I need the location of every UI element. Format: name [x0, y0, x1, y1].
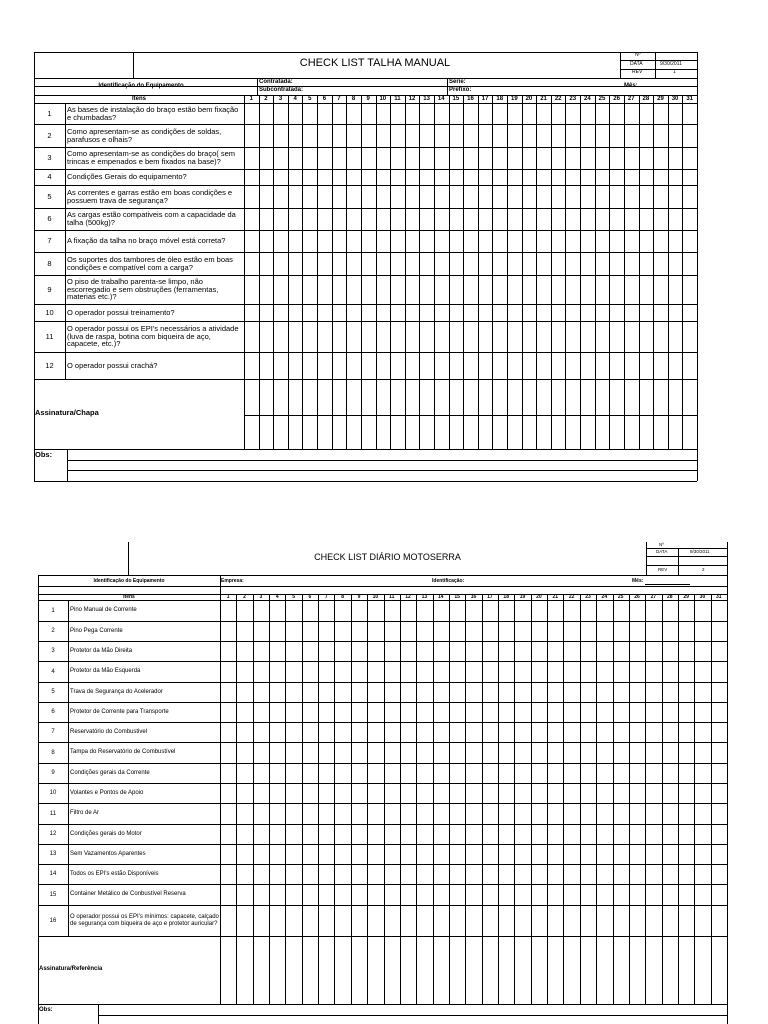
form1-item-text: Condições Gerais do equipamento?	[67, 172, 187, 182]
form2-day-column	[236, 594, 237, 1004]
form2-number-divider	[68, 600, 69, 936]
form1-obs-divider	[67, 449, 68, 481]
form2-day-column	[498, 594, 499, 1004]
form2-day-column	[596, 594, 597, 1004]
form2-meta-divider	[678, 548, 679, 575]
form1-day-number: 16	[467, 96, 474, 102]
form2-day-column	[678, 594, 679, 1004]
form2-item-text: Tampa do Reservatório de Combustível	[70, 749, 176, 756]
form1-item-text: As cargas estão compativeis com a capacidade da talha (500kg)?	[67, 210, 236, 227]
form1-item-number: 5	[47, 191, 52, 201]
item-cell	[67, 185, 243, 208]
form2-item-text: Protetor da Mão Direita	[70, 647, 133, 654]
grid-line	[257, 86, 620, 87]
form2-empresa-label: Empresa:	[221, 578, 244, 584]
form1-signature-label: Assinatura/Chapa	[35, 408, 99, 417]
form2-day-number: 21	[552, 594, 559, 600]
form2-day-number: 9	[357, 594, 361, 600]
form2-item-text: Sem Vazamentos Aparentes	[70, 850, 146, 857]
item-cell	[70, 763, 219, 783]
form2-day-number: 8	[341, 594, 345, 600]
form2-item-text: Condições gerais do Motor	[70, 830, 142, 837]
form2-day-number: 14	[438, 594, 444, 600]
form2-item-number: 3	[51, 648, 55, 654]
form1-logo-divider	[133, 52, 134, 78]
form2-day-column	[400, 594, 401, 1004]
form1-day-column	[346, 95, 347, 449]
form2-day-number: 15	[454, 594, 460, 600]
form2-item-text: Protetor da Mão Esquerda	[70, 668, 141, 675]
form2-row-line	[38, 936, 727, 937]
form1-item-number: 9	[47, 284, 52, 294]
form1-day-number: 30	[671, 96, 679, 102]
form2-item-number: 4	[51, 668, 55, 675]
form2-day-column	[367, 594, 368, 1004]
form1-day-column	[580, 95, 581, 449]
form2-day-column	[629, 594, 630, 1004]
form1-subcontratada-label: Subcontratada:	[259, 87, 304, 93]
form2-item-text: Protetor de Corrente para Transporte	[70, 708, 169, 715]
item-cell	[67, 124, 243, 147]
form2-item-number: 7	[51, 729, 55, 735]
form1-day-column	[478, 95, 479, 449]
form1-day-number: 6	[322, 96, 327, 102]
form2-day-column	[302, 594, 303, 1004]
form2-day-number: 30	[699, 594, 706, 600]
form2-day-column	[694, 594, 695, 1004]
form2-day-column	[563, 594, 564, 1004]
form1-day-column	[463, 95, 464, 449]
grid-line	[646, 556, 727, 557]
form2-day-column	[416, 594, 417, 1004]
form2-day-number: 29	[683, 594, 689, 600]
form1-day-number: 15	[452, 96, 460, 102]
item-cell	[67, 321, 243, 352]
form1-meta-divider	[655, 52, 656, 78]
form2-day-column	[253, 594, 254, 1004]
form1-day-column	[624, 95, 625, 449]
form2-obs-label: Obs:	[39, 1007, 53, 1013]
form2-day-column	[645, 594, 646, 1004]
form1-day-number: 7	[337, 96, 341, 102]
form2-day-column	[514, 594, 515, 1004]
form2-day-column	[711, 594, 712, 1004]
form1-header-bottom	[34, 78, 697, 79]
form2-day-number: 18	[503, 594, 509, 600]
form1-no-label: Nº	[635, 52, 641, 58]
form1-day-number: 4	[293, 96, 297, 102]
form1-day-column	[317, 95, 318, 449]
item-cell	[67, 103, 243, 124]
form1-item-text: As correntes e garras estão em boas condições e possuem trava de segurança?	[67, 187, 233, 205]
form1-item-number: 8	[47, 258, 52, 268]
form1-item-text: A fixação da talha no braço móvel está correta?	[67, 236, 226, 246]
form2-day-number: 25	[617, 594, 624, 600]
form2-mes-label: Mês:	[632, 578, 644, 584]
form1-item-number: 1	[47, 108, 52, 118]
form1-day-column	[639, 95, 640, 449]
form1-day-number: 17	[481, 96, 489, 102]
item-cell	[70, 884, 219, 905]
form1-row-line	[34, 379, 697, 380]
form2-day-number: 11	[389, 594, 395, 600]
form1-equip-label: Identificação do Equipamento	[98, 83, 184, 89]
form1-day-column	[390, 95, 391, 449]
form1-day-number: 18	[496, 96, 504, 102]
form2-day-number: 7	[324, 594, 328, 600]
form1-day-column	[697, 95, 698, 449]
form2-rev-label: REV	[658, 567, 668, 572]
form1-day-number: 20	[525, 96, 533, 102]
item-cell	[70, 905, 219, 936]
form2-row-line	[38, 586, 727, 587]
form2-item-number: 12	[49, 831, 57, 837]
form1-day-number: 27	[627, 96, 635, 102]
form1-day-column	[332, 95, 333, 449]
form2-item-number: 1	[51, 607, 55, 614]
form1-data-label: DATA	[630, 61, 643, 67]
item-cell	[70, 742, 219, 763]
form1-day-number: 8	[351, 96, 356, 102]
form1-day-number: 24	[584, 96, 591, 102]
form1-prefixo-label: Prefixo:	[449, 87, 472, 93]
form2-day-number: 6	[308, 594, 312, 600]
form2-meta-divider	[646, 542, 647, 575]
form2-day-number: 13	[421, 594, 428, 600]
form1-day-number: 31	[686, 96, 694, 102]
form2-day-column	[482, 594, 483, 1004]
item-cell	[70, 864, 219, 884]
form1-item-text: O operador possui crachá?	[67, 360, 158, 370]
form1-day-column	[361, 95, 362, 449]
item-cell	[70, 641, 219, 661]
form2-equip-label: Identificação do Equipamento	[93, 578, 165, 584]
form1-row-line	[34, 449, 697, 450]
form1-day-column	[536, 95, 537, 449]
form2-item-number: 10	[49, 790, 57, 796]
form1-day-number: 22	[554, 96, 562, 102]
form1-day-column	[682, 95, 683, 449]
form2-day-number: 22	[568, 594, 575, 600]
form2-day-number: 4	[275, 594, 279, 600]
form2-day-column	[285, 594, 286, 1004]
item-cell	[67, 169, 243, 185]
form1-day-number: 23	[569, 96, 577, 102]
form1-day-number: 10	[379, 96, 387, 102]
grid-line	[67, 470, 697, 471]
form1-day-column	[376, 95, 377, 449]
form2-day-number: 31	[716, 594, 722, 600]
form2-item-number: 14	[49, 871, 57, 877]
item-cell	[70, 844, 219, 864]
form2-day-column	[220, 594, 221, 1004]
form2-item-number: 6	[51, 709, 55, 715]
form2-item-text: Condições gerais da Corrente	[70, 769, 150, 776]
form1-items-header: Itens	[131, 96, 146, 102]
form2-item-number: 13	[49, 851, 57, 857]
form1-day-number: 19	[510, 96, 518, 102]
form1-item-text: Como apresentam-se as condições de soldas, parafusos e olhais?	[67, 126, 222, 144]
form1-day-number: 9	[366, 96, 370, 102]
form1-item-text: O operador possui os EPI's necessários a atividade (luva de raspa, botina com biqueira de aço, capacete, etc.)?	[67, 323, 239, 349]
form2-day-column	[465, 594, 466, 1004]
form1-serie-label: Serie:	[449, 79, 466, 85]
form2-item-number: 8	[51, 749, 55, 756]
form1-mes-label: Mês:	[624, 83, 638, 89]
form1-day-column	[609, 95, 610, 449]
form1-item-number: 12	[45, 360, 54, 370]
item-cell	[67, 147, 243, 169]
form1-item-text: Como apresentam-se as condições do braço( sem trincas e empenados e bem fixados na base)?	[67, 149, 235, 166]
form2-header-bottom	[38, 575, 727, 576]
form2-no-label: Nº	[659, 542, 664, 547]
form2-day-number: 20	[536, 594, 542, 600]
form1-item-text: O piso de trabalho parenta-se limpo, não escorregadio e sem obstruções (ferramentas, materias etc.)?	[67, 276, 219, 302]
form1-item-text: As bases de instalação do braço estão bem fixação e chumbadas?	[67, 104, 239, 122]
form1-day-number: 14	[437, 96, 445, 102]
item-cell	[67, 252, 243, 275]
form2-item-text: Filtro de Ar	[70, 810, 100, 817]
form2-day-number: 5	[292, 594, 295, 600]
form1-rev-label: REV	[632, 69, 643, 75]
form1-day-column	[507, 95, 508, 449]
form1-item-text: Os suportes dos tambores de óleo estão em boas condições e compatível com a carga?	[67, 254, 233, 272]
item-cell	[70, 824, 219, 844]
form2-day-number: 3	[259, 594, 263, 600]
form2-item-text: Pino Manual de Corrente	[70, 607, 137, 614]
form1-day-number: 13	[423, 96, 430, 102]
form1-day-number: 3	[278, 96, 283, 102]
form1-day-column	[288, 95, 289, 449]
item-cell	[70, 600, 219, 621]
form1-day-column	[449, 95, 450, 449]
form2-logo-divider	[128, 542, 129, 575]
item-cell	[70, 702, 219, 722]
form1-day-number: 29	[657, 96, 664, 102]
form1-day-column	[565, 95, 566, 449]
form2-day-column	[580, 594, 581, 1004]
form1-day-column	[419, 95, 420, 449]
item-cell	[67, 275, 243, 304]
form2-day-column	[334, 594, 335, 1004]
form2-day-column	[318, 594, 319, 1004]
form2-item-text: Reservatório do Combustivel	[70, 728, 148, 735]
form1-item-number: 6	[47, 214, 52, 223]
form1-row-line	[244, 415, 697, 416]
form1-day-column	[595, 95, 596, 449]
form1-day-number: 5	[308, 96, 312, 102]
form1-day-number: 1	[249, 96, 253, 102]
form2-item-number: 5	[51, 689, 55, 695]
form2-day-number: 23	[585, 594, 591, 600]
form2-day-column	[351, 594, 352, 1004]
form2-item-text: Container Metálico de Conbustível Reserva	[70, 891, 186, 898]
form1-day-number: 25	[598, 96, 606, 102]
form2-day-number: 2	[243, 594, 246, 600]
form2-items-header: Itens	[123, 594, 135, 600]
form2-item-text: Todos os EPI's estão Disponíveis	[70, 870, 159, 877]
form1-day-column	[259, 95, 260, 449]
form2-day-column	[269, 594, 270, 1004]
form1-day-column	[434, 95, 435, 449]
form2-rev-value: 2	[702, 567, 705, 572]
form1-day-column	[492, 95, 493, 449]
form2-item-number: 2	[51, 628, 55, 634]
item-cell	[70, 682, 219, 702]
form2-item-text: Pino Pega Corrente	[70, 627, 123, 634]
form1-day-column	[653, 95, 654, 449]
form1-item-number: 10	[45, 307, 54, 317]
item-cell	[67, 208, 243, 230]
form2-day-number: 12	[405, 594, 411, 600]
form2-day-column	[662, 594, 663, 1004]
form1-day-number: 12	[408, 96, 416, 102]
form1-rev-value: 1	[673, 69, 676, 75]
form1-item-number: 7	[47, 236, 52, 245]
form1-item-text: O operador possui treinamento?	[67, 307, 175, 317]
form2-day-column	[433, 594, 434, 1004]
form1-meta-divider	[620, 52, 621, 78]
form1-day-column	[244, 95, 245, 449]
form2-day-number: 17	[487, 594, 493, 600]
form1-day-number: 26	[613, 96, 620, 102]
item-cell	[70, 722, 219, 742]
form1-obs-label: Obs:	[35, 450, 53, 459]
form1-day-column	[273, 95, 274, 449]
form2-day-number: 1	[226, 594, 230, 600]
item-cell	[70, 803, 219, 824]
form1-item-number: 2	[47, 130, 52, 140]
form2-item-text: Volantes e Pontos de Apoio	[70, 789, 144, 796]
form2-day-number: 24	[601, 594, 608, 600]
form2-title: CHECK LIST DIÁRIO MOTOSERRA	[314, 552, 461, 562]
form1-contratada-label: Contratada:	[259, 79, 293, 85]
form2-day-number: 19	[519, 594, 526, 600]
form2-item-text: Trava de Segurança do Acelerador	[70, 688, 163, 695]
form1-day-number: 28	[642, 96, 650, 102]
form2-day-number: 16	[470, 594, 477, 600]
form2-day-column	[727, 594, 728, 1004]
item-cell	[70, 621, 219, 641]
form1-item-number: 11	[45, 331, 54, 341]
grid-line	[98, 1015, 727, 1016]
form1-item-number: 4	[47, 172, 52, 181]
form2-signature-label: Assinatura/Referência	[39, 966, 103, 972]
form1-day-number: 2	[264, 96, 268, 102]
form2-day-number: 27	[650, 594, 657, 600]
form2-item-text: O operador possui os EPI's mínimos: capacete, calçado de segurança com biqueira de aço e protetor auricular?	[70, 914, 219, 927]
form1-day-number: 11	[394, 96, 401, 102]
item-cell	[70, 661, 219, 682]
form2-day-column	[547, 594, 548, 1004]
form1-item-number: 3	[47, 153, 52, 162]
form2-item-number: 11	[49, 810, 57, 817]
form2-item-number: 16	[49, 917, 57, 924]
form1-day-number: 21	[540, 96, 547, 102]
form1-day-column	[302, 95, 303, 449]
form1-day-column	[668, 95, 669, 449]
form2-obs-divider	[98, 1004, 99, 1024]
form2-data-value: 9/30/2011	[690, 549, 710, 554]
form1-day-column	[522, 95, 523, 449]
form2-day-column	[531, 594, 532, 1004]
form1-number-divider	[65, 103, 66, 379]
form2-day-column	[384, 594, 385, 1004]
form1-data-value: 9/30/2011	[660, 61, 682, 67]
form1-day-column	[405, 95, 406, 449]
grid-line	[67, 460, 697, 461]
form2-border-left	[38, 575, 39, 1024]
grid-line	[646, 565, 727, 566]
form2-mes-underline	[645, 584, 690, 585]
form2-day-number: 26	[634, 594, 640, 600]
form2-day-column	[449, 594, 450, 1004]
form2-day-number: 10	[372, 594, 379, 600]
form1-border-bottom	[34, 481, 697, 482]
form2-row-line	[38, 1004, 727, 1005]
form1-title: CHECK LIST TALHA MANUAL	[299, 57, 451, 69]
form2-day-number: 28	[666, 594, 673, 600]
item-cell	[67, 352, 243, 379]
form2-ident-label: Identificação:	[432, 578, 465, 584]
form2-item-number: 9	[51, 770, 55, 776]
form1-day-column	[551, 95, 552, 449]
form2-data-label: DATA	[656, 549, 668, 554]
item-cell	[70, 783, 219, 803]
form2-day-column	[613, 594, 614, 1004]
form2-item-number: 15	[49, 891, 57, 898]
item-cell	[67, 230, 243, 252]
item-cell	[67, 304, 243, 321]
